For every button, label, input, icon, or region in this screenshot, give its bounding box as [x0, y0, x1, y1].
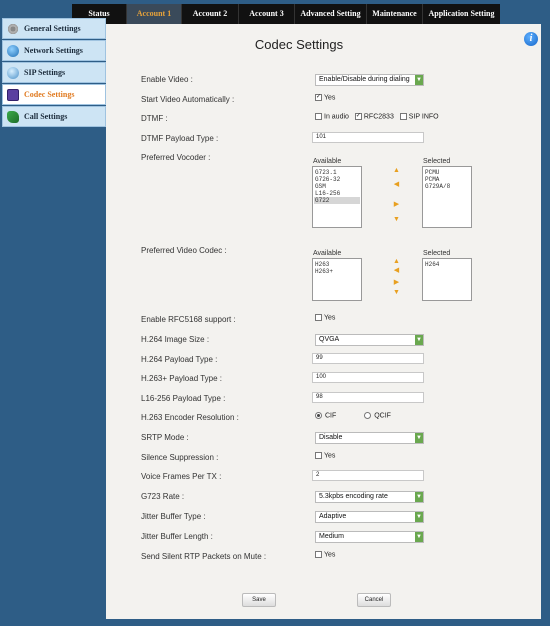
list-item[interactable]: G723.1	[315, 169, 337, 176]
dtmf-rfc2833-label: RFC2833	[363, 113, 394, 121]
start-video-option-label: Yes	[324, 94, 336, 102]
srtp-mode-select[interactable]	[315, 432, 424, 444]
video-codec-available-list[interactable]	[312, 258, 362, 301]
chevron-down-icon: ▼	[416, 494, 422, 500]
silence-suppression-option	[315, 452, 335, 459]
enable-video-label: Enable Video :	[141, 75, 193, 84]
h263plus-payload-label: H.263+ Payload Type :	[141, 374, 223, 383]
list-item[interactable]: PCMA	[425, 176, 440, 183]
sidebar-item-sip-settings[interactable]	[2, 62, 106, 83]
jitter-type-value: Adaptive	[319, 513, 347, 520]
move-up-icon[interactable]: ▲	[393, 167, 400, 174]
voice-frames-label: Voice Frames Per TX :	[141, 472, 222, 481]
jitter-type-select[interactable]	[315, 511, 424, 523]
call-icon	[7, 111, 19, 123]
g723-rate-select[interactable]	[315, 491, 424, 503]
enable-video-value: Enable/Disable during dialing	[319, 76, 410, 83]
list-item[interactable]: G729A/8	[425, 183, 451, 190]
list-item[interactable]: H263+	[315, 268, 334, 275]
sidebar-item-label: Codec Settings	[24, 90, 75, 99]
dtmf-options	[315, 113, 439, 120]
h264-image-size-value: QVGA	[319, 336, 340, 343]
chevron-down-icon: ▼	[416, 435, 422, 441]
list-item[interactable]: H263	[315, 261, 330, 268]
list-item[interactable]: G726-32	[315, 176, 341, 183]
tab-status[interactable]: Status	[72, 4, 127, 24]
cif-label: CIF	[325, 412, 337, 420]
top-navigation	[72, 4, 500, 24]
move-down-icon[interactable]: ▼	[393, 216, 400, 223]
tab-account-1[interactable]: Account 1	[127, 4, 182, 24]
move-left-icon[interactable]: ◀	[393, 181, 400, 188]
video-codec-available-label: Available	[313, 250, 342, 257]
page-title: Codec Settings	[254, 37, 344, 52]
sidebar-item-codec-settings[interactable]	[2, 84, 106, 105]
start-video-option	[315, 94, 335, 101]
move-up-icon[interactable]: ▲	[393, 258, 400, 265]
settings-panel	[106, 24, 541, 619]
sidebar-item-label: Network Settings	[24, 46, 83, 55]
g723-rate-label: G723 Rate :	[141, 492, 185, 501]
chevron-down-icon: ▼	[416, 534, 422, 540]
sidebar-item-label: Call Settings	[24, 112, 68, 121]
h263-encoder-options	[315, 412, 391, 419]
list-item[interactable]: L16-256	[315, 190, 341, 197]
tab-advanced-setting[interactable]: Advanced Setting	[295, 4, 367, 24]
srtp-mode-label: SRTP Mode :	[141, 433, 189, 442]
dtmf-payload-label: DTMF Payload Type :	[141, 134, 219, 143]
enable-video-select[interactable]	[315, 74, 424, 86]
h264-image-size-select[interactable]	[315, 334, 424, 346]
sidebar-item-call-settings[interactable]	[2, 106, 106, 127]
tab-maintenance[interactable]: Maintenance	[367, 4, 423, 24]
silent-rtp-option	[315, 551, 335, 558]
rfc5168-option	[315, 314, 335, 321]
tab-account-3[interactable]: Account 3	[239, 4, 295, 24]
rfc5168-option-label: Yes	[324, 314, 336, 322]
h264-image-size-label: H.264 Image Size :	[141, 335, 210, 344]
start-video-checkbox[interactable]: ✓	[316, 94, 322, 100]
dtmf-in-audio-label: In audio	[324, 113, 349, 121]
cif-radio[interactable]	[315, 412, 322, 419]
list-item[interactable]: G722	[314, 197, 360, 204]
vocoder-selected-list[interactable]	[422, 166, 472, 228]
silent-rtp-option-label: Yes	[324, 551, 336, 559]
list-item[interactable]: PCMU	[425, 169, 440, 176]
vocoder-available-label: Available	[313, 158, 342, 165]
silent-rtp-checkbox[interactable]	[315, 551, 322, 558]
video-codec-label: Preferred Video Codec :	[141, 246, 227, 255]
voice-frames-input[interactable]: 2	[312, 470, 424, 481]
vocoder-selected-label: Selected	[423, 158, 451, 165]
chevron-down-icon: ▼	[416, 337, 422, 343]
chevron-down-icon: ▼	[416, 77, 422, 83]
vocoder-available-list[interactable]	[312, 166, 362, 228]
video-codec-selected-list[interactable]	[422, 258, 472, 301]
h264-payload-label: H.264 Payload Type :	[141, 355, 218, 364]
move-right-icon[interactable]: ▶	[393, 201, 400, 208]
dtmf-label: DTMF :	[141, 114, 168, 123]
tab-account-2[interactable]: Account 2	[182, 4, 239, 24]
sidebar-item-general-settings[interactable]	[2, 18, 106, 39]
h263-encoder-label: H.263 Encoder Resolution :	[141, 413, 239, 422]
sidebar	[2, 18, 106, 128]
dtmf-sip-info-label: SIP INFO	[408, 113, 439, 121]
network-icon	[7, 45, 19, 57]
gear-icon	[7, 23, 19, 35]
move-right-icon[interactable]: ▶	[393, 279, 400, 286]
move-left-icon[interactable]: ◀	[393, 267, 400, 274]
save-button[interactable]: Save	[242, 593, 276, 607]
silence-suppression-label: Silence Suppression :	[141, 453, 219, 462]
dtmf-in-audio-checkbox[interactable]	[315, 113, 322, 120]
silence-suppression-option-label: Yes	[324, 452, 336, 460]
list-item[interactable]: GSM	[315, 183, 326, 190]
h264-payload-input[interactable]: 99	[312, 353, 424, 364]
sidebar-item-label: General Settings	[24, 24, 81, 33]
qcif-radio[interactable]	[364, 412, 371, 419]
silence-suppression-checkbox[interactable]	[315, 452, 322, 459]
cancel-button[interactable]: Cancel	[357, 593, 391, 607]
dtmf-sip-info-checkbox[interactable]	[400, 113, 407, 120]
info-icon[interactable]: i	[524, 32, 538, 46]
l16-payload-label: L16-256 Payload Type :	[141, 394, 226, 403]
g723-rate-value: 5.3kpbs encoding rate	[319, 493, 388, 500]
sidebar-item-network-settings[interactable]	[2, 40, 106, 61]
move-down-icon[interactable]: ▼	[393, 289, 400, 296]
srtp-mode-value: Disable	[319, 434, 343, 441]
video-codec-selected-label: Selected	[423, 250, 451, 257]
tab-application-setting[interactable]: Application Setting	[428, 9, 495, 18]
start-video-label: Start Video Automatically :	[141, 95, 235, 104]
l16-payload-input[interactable]: 98	[312, 392, 424, 403]
jitter-length-select[interactable]	[315, 531, 424, 543]
jitter-length-label: Jitter Buffer Length :	[141, 532, 213, 541]
rfc5168-checkbox[interactable]	[315, 314, 322, 321]
vocoder-label: Preferred Vocoder :	[141, 153, 211, 162]
codec-icon	[7, 89, 19, 101]
h263plus-payload-input[interactable]: 100	[312, 372, 424, 383]
sidebar-item-label: SIP Settings	[24, 68, 66, 77]
chevron-down-icon: ▼	[416, 514, 422, 520]
rfc5168-label: Enable RFC5168 support :	[141, 315, 236, 324]
silent-rtp-label: Send Silent RTP Packets on Mute :	[141, 552, 267, 561]
jitter-type-label: Jitter Buffer Type :	[141, 512, 206, 521]
dtmf-rfc2833-checkbox[interactable]: ✓	[355, 113, 361, 119]
dtmf-payload-input[interactable]: 101	[312, 132, 424, 143]
qcif-label: QCIF	[374, 412, 391, 420]
list-item[interactable]: H264	[425, 261, 440, 268]
jitter-length-value: Medium	[319, 533, 344, 540]
sip-icon	[7, 67, 19, 79]
